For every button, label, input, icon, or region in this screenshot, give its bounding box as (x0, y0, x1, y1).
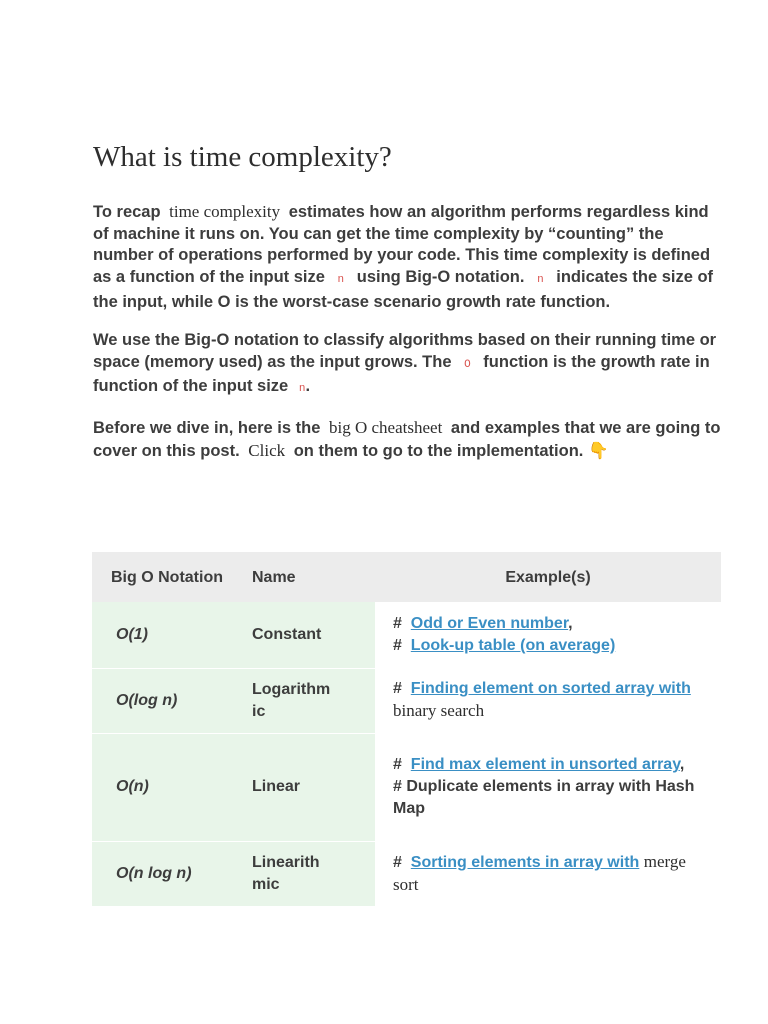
article (93, 140, 723, 479)
hash-symbol: # (393, 615, 402, 633)
name-cell: Linear (242, 733, 375, 841)
example-cell (375, 841, 721, 906)
inline-code-n: n (337, 274, 345, 287)
text: function is the growth rate in function of the input size (93, 352, 710, 396)
header-examples: Example(s) (375, 552, 721, 602)
text: To recap (93, 202, 161, 221)
example-cell (375, 733, 721, 841)
link-sorted-array-search[interactable]: Finding element on sorted array with (410, 680, 691, 698)
name-cell (242, 841, 375, 906)
example-text: # Duplicate elements in array with Hash Map (393, 778, 695, 817)
hash-symbol: # (393, 637, 402, 654)
text: estimates how an algorithm performs regardless kind of machine it runs on. You can get the time complexity by “counting” the number of operations performed by your code. This time complexity is defined as a function of the input size (93, 202, 711, 287)
hash-symbol: # (393, 756, 402, 774)
notation-cell: O(log n) (92, 668, 242, 733)
paragraph-big-o (93, 330, 723, 401)
text: merge sort (393, 851, 686, 894)
notation-cell: O(n log n) (92, 841, 242, 906)
link-look-up-table[interactable]: Look-up table (on average) (410, 637, 616, 654)
text: and examples that we are going to cover on this post. (93, 419, 721, 460)
page-title: What is time complexity? (93, 141, 392, 173)
text: . (305, 377, 311, 396)
term-big-o-cheatsheet: big O cheatsheet (329, 418, 443, 438)
term-click: Click (248, 440, 286, 460)
paragraph-cheatsheet (93, 417, 723, 463)
link-odd-or-even[interactable]: Odd or Even number (410, 615, 569, 633)
hash-symbol: # (393, 680, 402, 698)
link-find-max-element[interactable]: Find max element in unsorted array (410, 756, 680, 774)
link-sorting-elements[interactable]: Sorting elements in array with (410, 853, 640, 871)
pointing-down-icon: 👇 (587, 441, 609, 460)
header-notation: Big O Notation (92, 552, 242, 602)
name-text: Linearithmic (252, 853, 320, 893)
inline-code-n: n (537, 274, 544, 287)
paragraph-recap (93, 201, 723, 314)
name-text: Logarithmic (252, 680, 331, 720)
text: , (679, 756, 685, 774)
header-name: Name (242, 552, 375, 602)
notation-cell: O(1) (92, 602, 242, 668)
text: binary search (393, 701, 485, 720)
table-row (92, 841, 721, 906)
example-cell (375, 602, 721, 668)
table-row (92, 602, 721, 668)
text: using Big-O notation. (356, 268, 525, 287)
table-header-row (92, 552, 721, 602)
name-cell (242, 668, 375, 733)
notation-cell: O(n) (92, 733, 242, 841)
text: indicates the size of the input, while O is the worst-case scenario growth rate function. (93, 268, 714, 311)
hash-symbol: # (393, 853, 402, 871)
term-time-complexity: time complexity (169, 201, 281, 221)
example-cell (375, 668, 721, 733)
text: on them to go to the implementation. (293, 441, 584, 460)
name-cell: Constant (242, 602, 375, 668)
inline-code-o: O (464, 358, 471, 371)
text: , (568, 615, 573, 633)
table-row (92, 733, 721, 841)
text: Before we dive in, here is the (93, 419, 321, 438)
big-o-table (92, 552, 721, 906)
text: We use the Big-O notation to classify algorithms based on their running time or space (memory used) as the input grows. The (93, 330, 717, 371)
inline-code-n: n (298, 383, 306, 396)
table-row (92, 668, 721, 733)
